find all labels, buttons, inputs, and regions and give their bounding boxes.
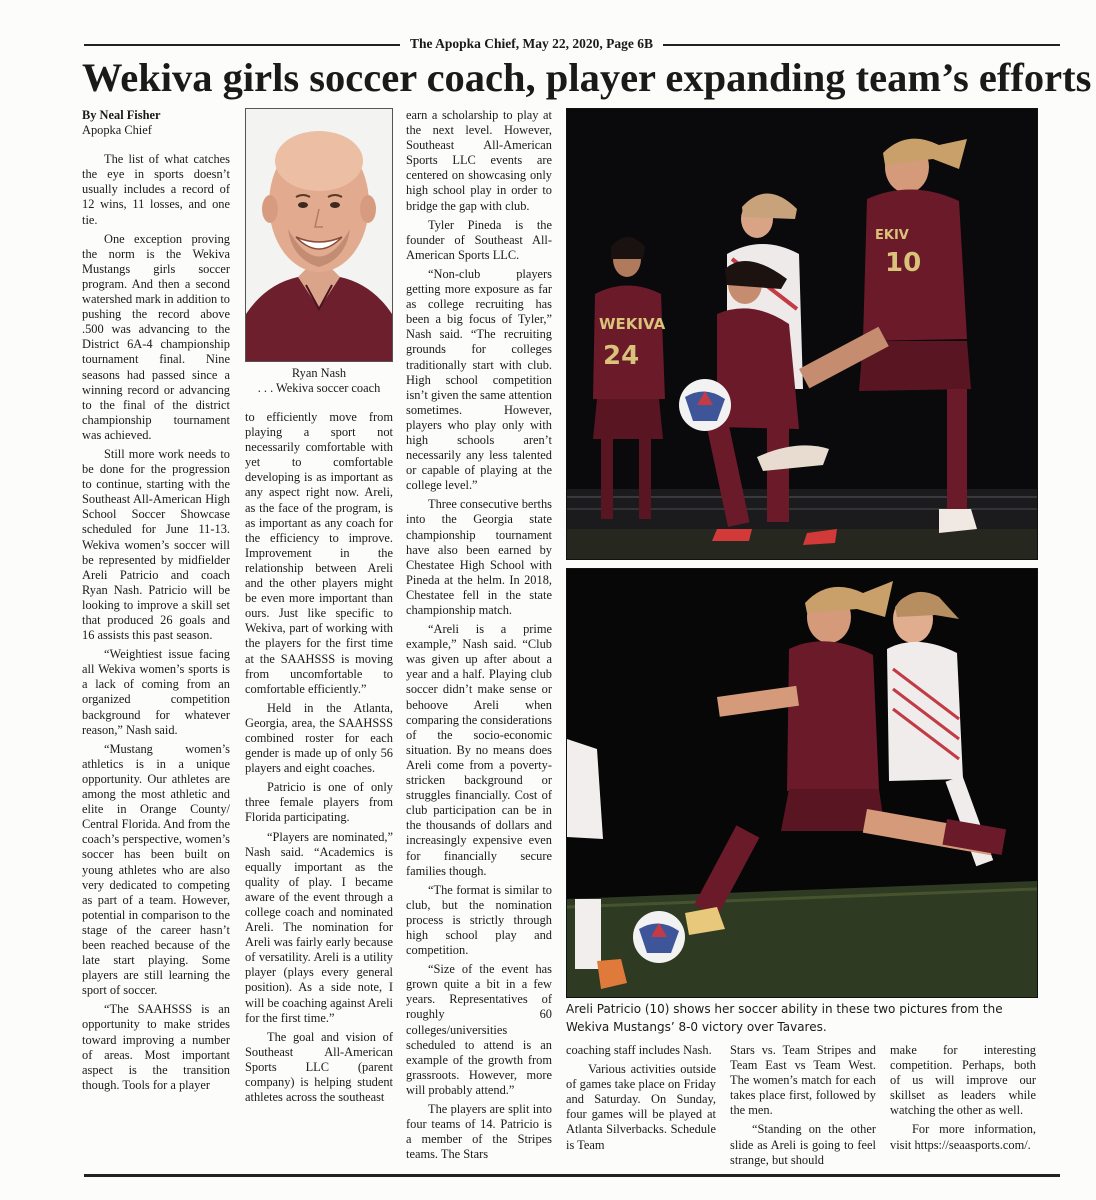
page-folio: The Apopka Chief, May 22, 2020, Page 6B xyxy=(400,36,663,52)
article-column-3 xyxy=(406,108,552,1162)
coach-portrait xyxy=(245,108,393,362)
paragraph: “Size of the event has grown quite a bit in a few years. Representatives of roughly 60 colleges/universities scheduled to attend is an example of the growth from grassroots. However, more will probably attend.” xyxy=(406,962,552,1097)
svg-text:EKIV: EKIV xyxy=(875,228,909,243)
article-column-4 xyxy=(566,1043,716,1176)
article-column-6 xyxy=(890,1043,1036,1176)
paragraph: The players are split into four teams of 14. Patricio is a member of the Stripes teams. The Stars xyxy=(406,1102,552,1162)
jersey-number-10: 10 xyxy=(885,248,922,278)
paragraph: Various activities outside of games take place on Friday and Saturday. On Sunday, four games will be played at Atlanta Silverbacks. Schedule is Team xyxy=(566,1062,716,1152)
byline-author: By Neal Fisher xyxy=(82,108,161,122)
jersey-number-24: 24 xyxy=(603,341,640,371)
action-photo-bottom xyxy=(566,568,1038,998)
portrait-caption xyxy=(245,366,393,396)
paragraph: “Standing on the other slide as Areli is going to feel strange, but should xyxy=(730,1122,876,1167)
article-column-2 xyxy=(245,410,393,1176)
paragraph: “Mustang women’s athletics is in a unique opportunity. Our athletes are among the most athletic and elite in Orange County/ Central Florida. And from the coach’s perspective, women’s soccer has been built on young athletes who are also very dedicated to competing as part of a team. However, potential in comparison to the stage of the career hasn’t been reached because of the late start playing. Some players are still learning the sport of soccer. xyxy=(82,741,230,998)
paragraph: Held in the Atlanta, Georgia, area, the SAAHSSS combined roster for each gender is made up of only 56 players and eight coaches. xyxy=(245,700,393,776)
paragraph: Stars vs. Team Stripes and Team East vs Team West. The women’s match for each takes place first, followed by the men. xyxy=(730,1043,876,1118)
paragraph: “Weightiest issue facing all Wekiva women’s sports is a lack of coming from an organized competition background for whatever reason,” Nash said. xyxy=(82,647,230,737)
portrait-caption-name: Ryan Nash xyxy=(291,366,347,380)
paragraph: make for interesting competition. Perhaps, both of us will improve our skillset as leaders while watching the other as well. xyxy=(890,1043,1036,1118)
portrait-caption-role: . . . Wekiva soccer coach xyxy=(257,381,381,395)
byline-outlet: Apopka Chief xyxy=(82,123,152,138)
article-column-5 xyxy=(730,1043,876,1176)
paragraph: Three consecutive berths into the Georgia state championship tournament have also been earned by Chestatee High School with Pineda at the helm. In 2018, Chestatee fell in the state championship match. xyxy=(406,497,552,617)
paragraph: One exception proving the norm is the Wekiva Mustangs girls soccer program. And then a second watershed mark in addition to pushing the record above .500 was advancing to the District 6A-4 championship tournament final. Nine seasons had passed since a winning record or advancing to the final of the district championship tournament was achieved. xyxy=(82,231,230,442)
paragraph: “The SAAHSSS is an opportunity to make strides toward improving a number of areas. Most important aspect is the transition though. Tools for a player xyxy=(82,1002,230,1092)
paragraph: “Players are nominated,” Nash said. “Academics is equally important as the quality of play. I became aware of the event through a college coach and nominated Areli. The nomination for Areli was fairly early because of versatility. Areli is a utility player (plays every general position). As a side note, I will be coaching against Areli for the first time.” xyxy=(245,829,393,1025)
photo-caption: Areli Patricio (10) shows her soccer ability in these two pictures from the Wekiva Mustangs’ 8-0 victory over Tavares. xyxy=(566,1002,1003,1034)
headline: Wekiva girls soccer coach, player expanding team’s efforts xyxy=(82,55,1092,100)
jersey-wordmark: WEKIVA xyxy=(599,315,666,333)
paragraph: “Non-club players getting more exposure as far as college recruiting has been a big focus of Tyler,” Nash said. “The recruiting grounds for colleges traditionally start with club. High school competition isn’t given the same attention sometimes. However, players who play only with high schools aren’t necessarily any less talented or capable of playing at the college level.” xyxy=(406,266,552,493)
paragraph: “Areli is a prime example,” Nash said. “Club was given up after about a year and a half. Playing club soccer didn’t make sense or behoove Areli when comparing the considerations of the socio-economic situation. By no means does Areli come from a poverty-stricken background or struggles financially. Cost of club participation can be in the thousands of dollars and increasingly expensive even for financially secure families though. xyxy=(406,622,552,878)
paragraph: For more information, visit https://seaasports.com/. xyxy=(890,1122,1036,1152)
article-column-1 xyxy=(82,108,230,1176)
paragraph: Patricio is one of only three female players from Florida participating. xyxy=(245,780,393,825)
paragraph: to efficiently move from playing a sport not necessarily comfortable with yet to comfortable developing is as important as any aspect right now. Areli, as the face of the program, is as important as any coach for the efficiency to improve. Improvement in the relationship between Areli and the other players might be even more important than ours. Just like specific to Wekiva, part of working with the players for the first time at the SAAHSSS is moving from uncomfortable to comfortable efficiently.” xyxy=(245,410,393,696)
paragraph: “The format is similar to club, but the nomination process is strictly through high school play and competition. xyxy=(406,882,552,958)
paragraph: The list of what catches the eye in sports doesn’t usually includes a record of 12 wins, 11 losses, and one tie. xyxy=(82,152,230,227)
paragraph: Still more work needs to be done for the progression to continue, starting with the Southeast All-American High School Soccer Showcase scheduled for June 11-13. Wekiva women’s soccer will be represented by midfielder Areli Patricio and coach Ryan Nash. Patricio will be looking to improve a skill set that produced 26 goals and 16 assists this past season. xyxy=(82,446,230,643)
paragraph: coaching staff includes Nash. xyxy=(566,1043,712,1057)
paragraph: earn a scholarship to play at the next level. However, Southeast All-American Sports LLC events are centered on showcasing only high school play in order to bridge the gap with club. xyxy=(406,108,552,213)
paragraph: Tyler Pineda is the founder of Southeast All-American Sports LLC. xyxy=(406,217,552,262)
paragraph: The goal and vision of Southeast All-American Sports LLC (parent company) is helping student athletes across the southeast xyxy=(245,1029,393,1105)
action-photo-top xyxy=(566,108,1038,560)
bottom-rule xyxy=(84,1174,1060,1177)
